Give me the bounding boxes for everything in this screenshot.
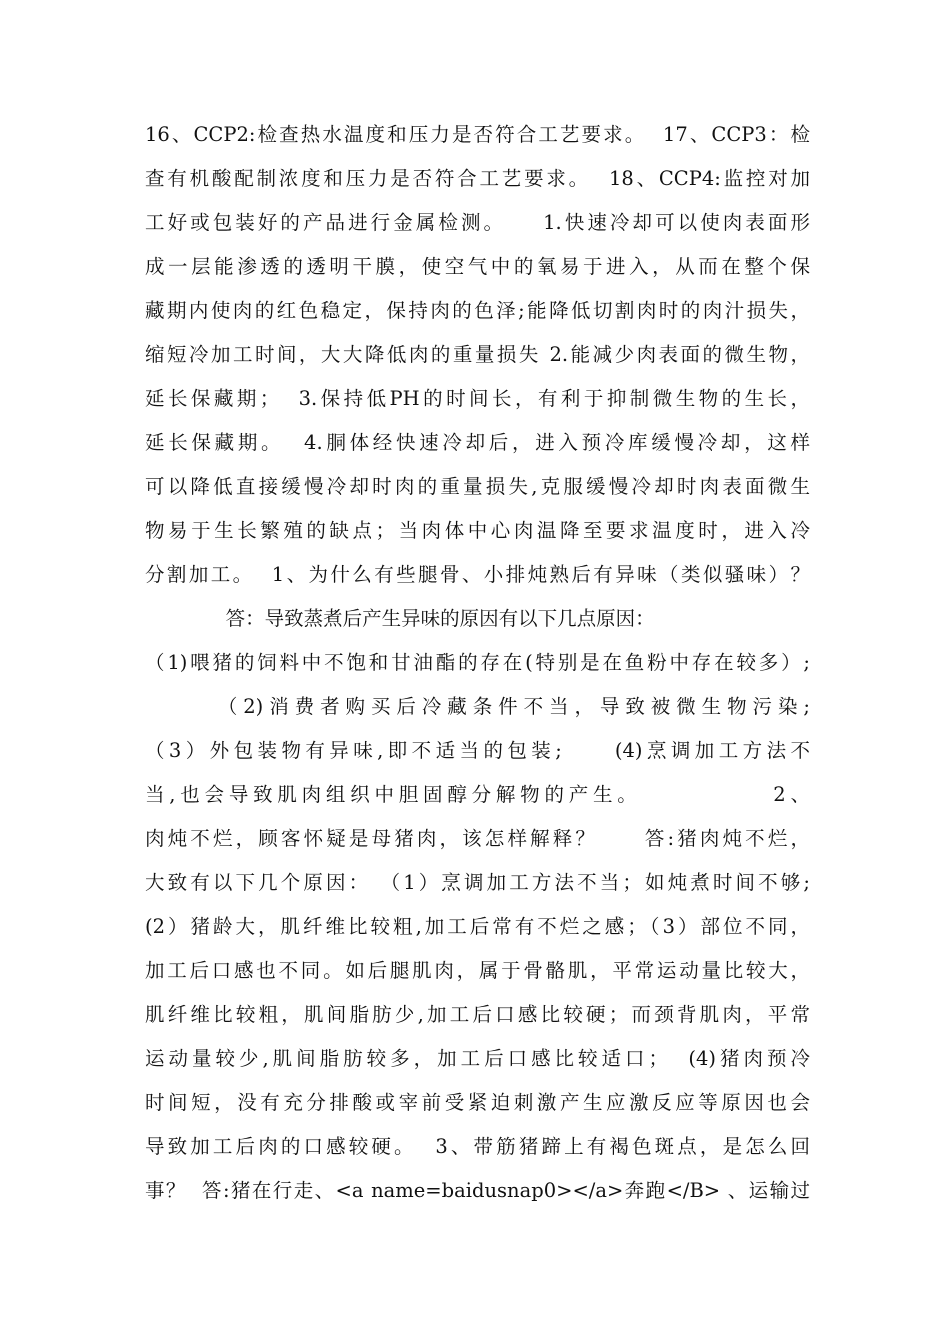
text-line: 大致有以下几个原因： （1）烹调加工方法不当；如炖煮时间不够;	[145, 871, 810, 894]
text-line: 事？ 答:猪在行走、<a name=baidusnap0></a>奔跑</B> 、运输过	[145, 1179, 810, 1202]
text-line: 成一层能渗透的透明干膜，使空气中的氧易于进入，从而在整个保	[145, 255, 810, 278]
text-line: （2)消费者购买后冷藏条件不当，导致被微生物污染;	[145, 695, 810, 718]
text-line: （1)喂猪的饲料中不饱和甘油酯的存在(特别是在鱼粉中存在较多）;	[145, 651, 810, 674]
text-line: 运动量较少,肌间脂肪较多，加工后口感比较适口； (4)猪肉预冷	[145, 1047, 810, 1070]
text-line: 藏期内使肉的红色稳定，保持肉的色泽;能降低切割肉时的肉汁损失，	[145, 299, 810, 322]
text-line: 缩短冷加工时间，大大降低肉的重量损失 2.能减少肉表面的微生物，	[145, 343, 810, 366]
text-line: 肌纤维比较粗，肌间脂肪少,加工后口感比较硬；而颈背肌肉，平常	[145, 1003, 810, 1026]
text-line: 16、CCP2:检查热水温度和压力是否符合工艺要求。 17、CCP3：检	[145, 123, 810, 146]
text-line: 当,也会导致肌肉组织中胆固醇分解物的产生。 2、	[145, 783, 810, 806]
text-line: 可以降低直接缓慢冷却时肉的重量损失,克服缓慢冷却时肉表面微生	[145, 475, 810, 498]
text-line: 延长保藏期； 3.保持低PH的时间长，有利于抑制微生物的生长，	[145, 387, 810, 410]
text-line: 物易于生长繁殖的缺点；当肉体中心肉温降至要求温度时，进入冷	[145, 519, 810, 542]
text-line: 查有机酸配制浓度和压力是否符合工艺要求。 18、CCP4:监控对加	[145, 167, 810, 190]
text-line: 答：导致蒸煮后产生异味的原因有以下几点原因：	[145, 607, 655, 630]
text-line: 导致加工后肉的口感较硬。 3、带筋猪蹄上有褐色斑点，是怎么回	[145, 1135, 810, 1158]
text-line: 工好或包装好的产品进行金属检测。 1.快速冷却可以使肉表面形	[145, 211, 810, 234]
text-line: 时间短，没有充分排酸或宰前受紧迫刺激产生应激反应等原因也会	[145, 1091, 810, 1114]
text-line: 延长保藏期。 4.胴体经快速冷却后，进入预冷库缓慢冷却，这样	[145, 431, 810, 454]
text-line: 加工后口感也不同。如后腿肌肉，属于骨骼肌，平常运动量比较大，	[145, 959, 810, 982]
text-line: 分割加工。 1、为什么有些腿骨、小排炖熟后有异味（类似骚味）？	[145, 563, 810, 586]
text-line: (2）猪龄大，肌纤维比较粗,加工后常有不烂之感；（3）部位不同，	[145, 915, 810, 938]
text-line: （3）外包装物有异味,即不适当的包装; (4)烹调加工方法不	[145, 739, 810, 762]
text-line: 肉炖不烂，顾客怀疑是母猪肉，该怎样解释？ 答:猪肉炖不烂，	[145, 827, 810, 850]
